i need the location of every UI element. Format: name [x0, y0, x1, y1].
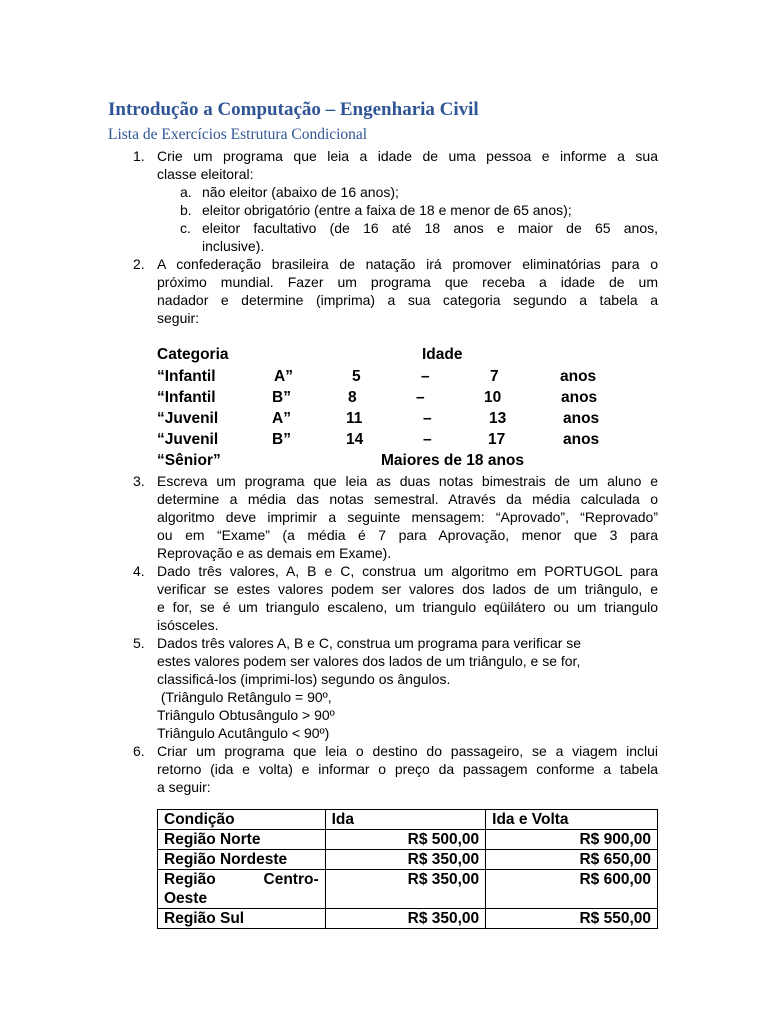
option-letter: b. [180, 202, 192, 218]
question-number: 4. [133, 563, 145, 579]
ida-price-cell: R$ 350,00 [325, 850, 486, 870]
category-name: “Sênior” [157, 452, 221, 469]
region-cell [158, 870, 326, 909]
category-name: “Juvenil [157, 410, 219, 427]
table-header-cell: Ida [325, 810, 486, 830]
ida-volta-price-cell: R$ 600,00 [486, 870, 658, 909]
question-text-line: (Triângulo Retângulo = 90º, [157, 689, 332, 705]
option-text: não eleitor (abaixo de 16 anos); [202, 184, 399, 200]
document-title: Introdução a Computação – Engenharia Civil [108, 99, 479, 120]
age-to: 17 [488, 431, 506, 448]
question-text-line: classificá-los (imprimi-los) segundo os ângulos. [157, 671, 451, 687]
category-header: Categoria [157, 346, 229, 363]
question-text-line: Dados três valores A, B e C, construa um programa para verificar se [157, 635, 582, 651]
category-group: B” [272, 431, 291, 448]
question-number: 5. [133, 635, 145, 651]
age-unit: anos [563, 431, 600, 448]
question-text-line: Crie um programa que leia a idade de uma pessoa e informe a sua [157, 148, 658, 164]
table-header-cell: Ida e Volta [486, 810, 658, 830]
question-text-line: estes valores podem ser valores dos lados de um triângulo, e se for, [157, 653, 581, 669]
senior-age: Maiores de 18 anos [381, 452, 525, 469]
question-number: 6. [133, 743, 145, 759]
question-number: 2. [133, 256, 145, 272]
ida-price-cell: R$ 350,00 [325, 909, 486, 929]
document-subtitle: Lista de Exercícios Estrutura Condicional [108, 126, 368, 143]
table-row [158, 850, 658, 870]
question-text-line: algoritmo deve imprimir a seguinte mensagem: “Aprovado”, “Reprovado” [157, 509, 658, 525]
question-text-line: verificar se estes valores podem ser valores dos lados de um triângulo, e [157, 581, 658, 597]
region-line [164, 870, 319, 889]
question-text-line: Triângulo Acutângulo < 90º) [157, 725, 330, 741]
question-number: 1. [133, 148, 145, 164]
question-text-line: e for, se é um triangulo escaleno, um triangulo eqüilátero ou um triangulo [157, 599, 658, 615]
age-unit: anos [561, 389, 598, 406]
question-text-line: ou em “Exame” (a média é 7 para Aprovação, menor que 3 para [157, 527, 658, 543]
question-text-line: Dado três valores, A, B e C, construa um algoritmo em PORTUGOL para [157, 563, 658, 579]
region-cell: Região Norte [158, 830, 326, 850]
question-text-line: retorno (ida e volta) e informar o preço da passagem conforme a tabela [157, 761, 658, 777]
question-text-line: Triângulo Obtusângulo > 90º [157, 707, 335, 723]
category-group: B” [272, 389, 291, 406]
table-row [158, 870, 658, 909]
age-from: 14 [346, 431, 364, 448]
option-letter: a. [180, 184, 192, 200]
region-cell: Região Nordeste [158, 850, 326, 870]
question-text-line: Reprovação e as demais em Exame). [157, 545, 392, 561]
category-group: A” [274, 368, 293, 385]
question-text-line: Criar um programa que leia o destino do passageiro, se a viagem inclui [157, 743, 658, 759]
ida-price-cell: R$ 500,00 [325, 830, 486, 850]
region-word: Centro- [263, 871, 319, 888]
age-unit: anos [563, 410, 600, 427]
question-text-line: a seguir: [157, 779, 211, 795]
category-name: “Infantil [157, 368, 216, 385]
option-text: eleitor obrigatório (entre a faixa de 18 e menor de 65 anos); [202, 202, 572, 218]
age-unit: anos [560, 368, 597, 385]
question-number: 3. [133, 473, 145, 489]
question-text-line: determine a média das notas semestral. Através da média calculada o [157, 491, 658, 507]
question-text-line: A confederação brasileira de natação irá promover eliminatórias para o [157, 256, 658, 272]
age-dash: – [423, 431, 432, 448]
region-line: Oeste [164, 890, 208, 907]
age-from: 11 [346, 410, 363, 427]
question-text-line: seguir: [157, 310, 200, 326]
ida-volta-price-cell: R$ 550,00 [486, 909, 658, 929]
question-text-line: classe eleitoral: [157, 166, 254, 182]
age-dash: – [423, 410, 432, 427]
age-to: 10 [484, 389, 502, 406]
category-name: “Infantil [157, 389, 216, 406]
table-row [158, 909, 658, 929]
age-from: 8 [348, 389, 357, 406]
age-from: 5 [352, 368, 361, 385]
age-dash: – [416, 389, 425, 406]
region-cell: Região Sul [158, 909, 326, 929]
category-group: A” [272, 410, 291, 427]
age-dash: – [421, 368, 430, 385]
age-to: 7 [490, 368, 499, 385]
question-text-line: próximo mundial. Fazer um programa que receba a idade de um [157, 274, 658, 290]
ida-price-cell: R$ 350,00 [325, 870, 486, 909]
table-header-row [158, 810, 658, 830]
option-letter: c. [180, 220, 191, 236]
question-text-line: isósceles. [157, 617, 219, 633]
table-header-cell: Condição [158, 810, 326, 830]
age-header: Idade [422, 346, 463, 363]
table-row [158, 830, 658, 850]
question-text-line: Escreva um programa que leia as duas notas bimestrais de um aluno e [157, 473, 658, 489]
ida-volta-price-cell: R$ 650,00 [486, 850, 658, 870]
age-to: 13 [489, 410, 507, 427]
option-text: eleitor facultativo (de 16 até 18 anos e maior de 65 anos, [202, 220, 658, 236]
ida-volta-price-cell: R$ 900,00 [486, 830, 658, 850]
question-text-line: nadador e determine (imprima) a sua categoria segundo a tabela a [157, 292, 658, 308]
option-text: inclusive). [202, 238, 265, 254]
region-word: Região [164, 871, 216, 888]
price-table [157, 809, 658, 929]
category-name: “Juvenil [157, 431, 219, 448]
